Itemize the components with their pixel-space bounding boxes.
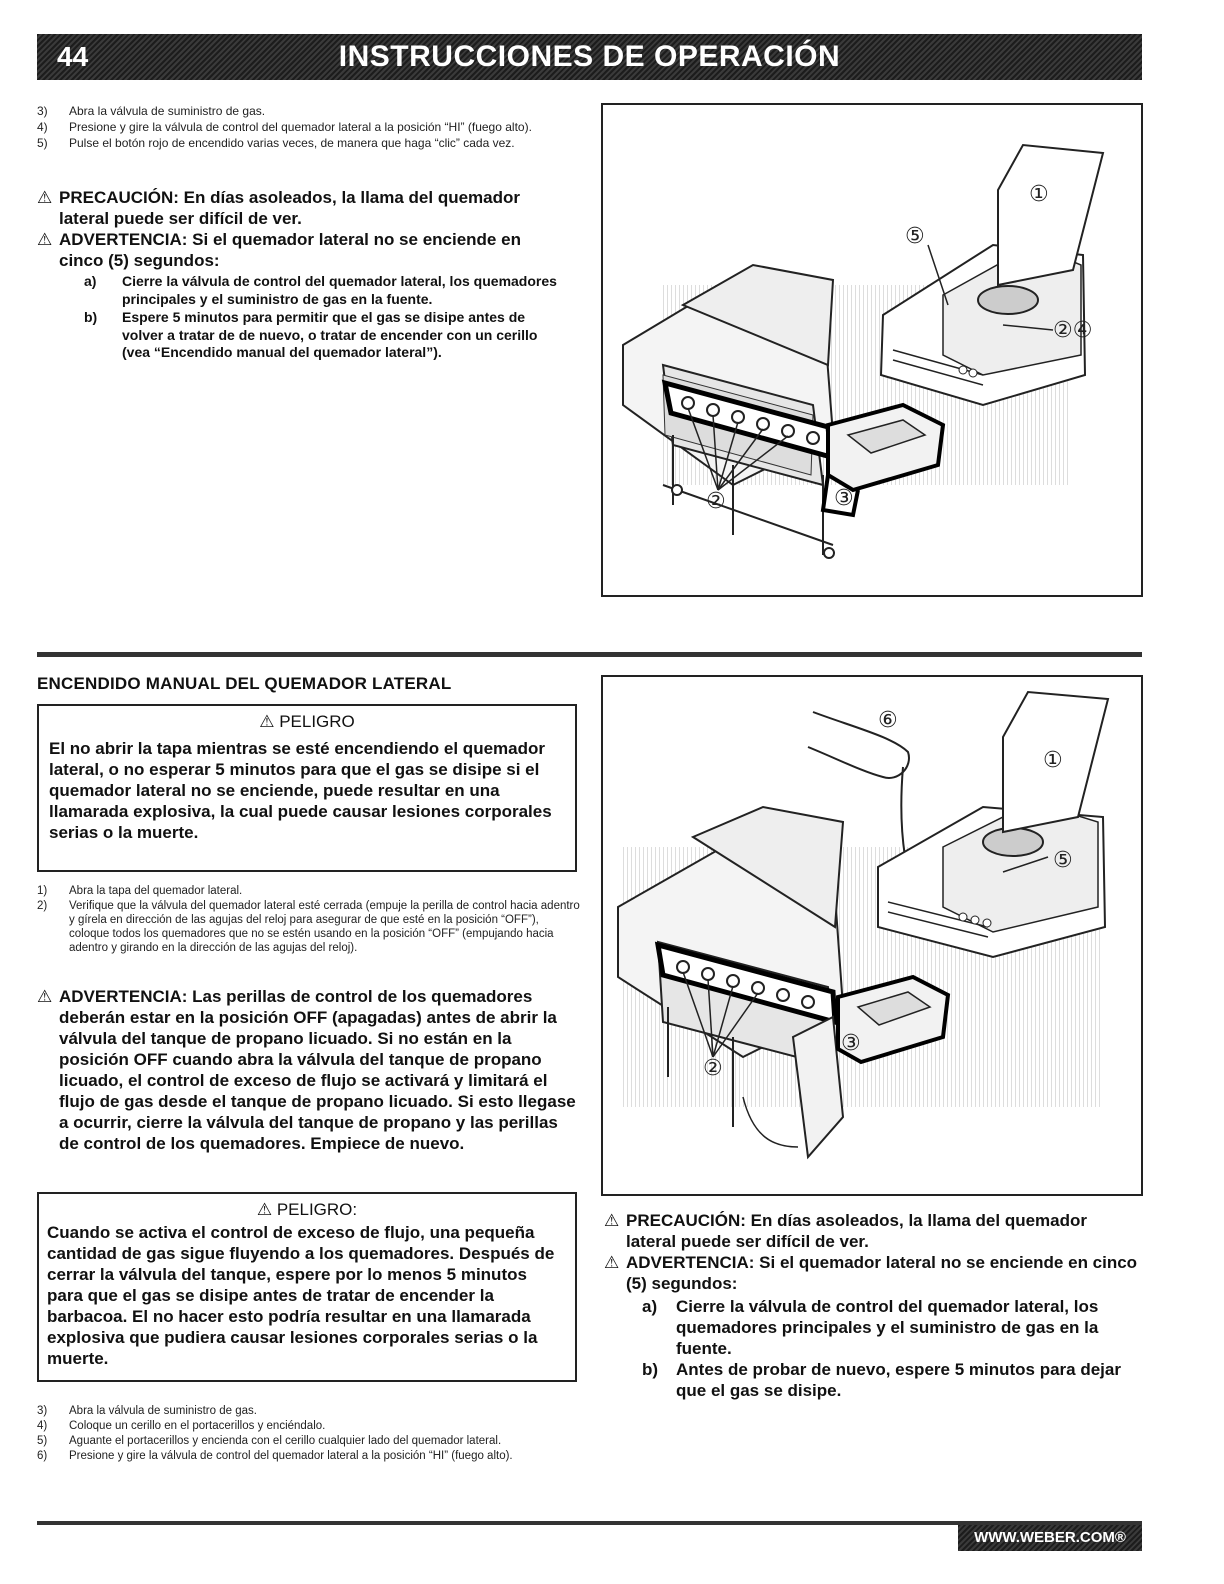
list-item: 3) Abra la válvula de suministro de gas. — [37, 1405, 257, 1417]
grill-illustration-top — [601, 103, 1143, 597]
danger-box — [37, 1192, 577, 1382]
warning-notice: ⚠ ADVERTENCIA: Si el quemador lateral no se enciende en cinco (5) segundos: — [604, 1253, 1138, 1293]
callout-label: ② — [703, 1056, 723, 1081]
warning-triangle-icon: ⚠ — [604, 1211, 620, 1230]
list-item: 5) Aguante el portacerillos y encienda con el cerillo cualquier lado del quemador lateral. — [37, 1435, 502, 1447]
bottom-warnings — [604, 1210, 1139, 1294]
page-header — [37, 34, 1142, 80]
top-warnings — [37, 187, 562, 271]
callout-label: ⑤ — [905, 224, 925, 249]
list-item: a) Cierre la válvula de control del quemador lateral, los quemadores principales y el suministro de gas en la fuente. — [84, 273, 557, 307]
grill-drawing — [603, 105, 1141, 595]
list-item: 4) Presione y gire la válvula de control del quemador lateral a la posición “HI” (fuego alto). — [37, 120, 532, 134]
section-title: ENCENDIDO MANUAL DEL QUEMADOR LATERAL — [37, 674, 452, 693]
warning-triangle-icon: ⚠ — [37, 987, 53, 1006]
page-title: INSTRUCCIONES DE OPERACIÓN — [338, 40, 841, 73]
callout-label: ③ — [841, 1031, 861, 1056]
list-item: 2) Verifique que la válvula del quemador lateral esté cerrada (empuje la perilla de control hacia adentro y gírela en dirección de las agujas del reloj para asegurar de que esté en la posición “OFF”), coloque todos los quemadores que no se estén usando en la posición “OFF” (empujando hacia adentro y girando en la dirección de las agujas del reloj). — [37, 900, 580, 954]
warning-notice: ⚠ ADVERTENCIA: Si el quemador lateral no se enciende en cinco (5) segundos: — [37, 230, 521, 270]
list-item: 6) Presione y gire la válvula de control del quemador lateral a la posición “HI” (fuego alto). — [37, 1450, 513, 1462]
page-number: 44 — [57, 41, 89, 72]
callout-label: ⑥ — [878, 708, 898, 733]
manual-steps-list — [37, 884, 582, 956]
list-item: b) Espere 5 minutos para permitir que el gas se disipe antes de volver a tratar de de nuevo, o tratar de encender con un cerillo (vea “Encendido manual del quemador lateral”). — [84, 309, 538, 360]
callout-label: ① — [1029, 182, 1049, 207]
grill-drawing — [603, 677, 1141, 1194]
top-steps-list — [37, 104, 567, 152]
callout-label: ②④ — [1053, 318, 1093, 343]
footer-url[interactable]: WWW.WEBER.COM® — [958, 1525, 1142, 1551]
list-item: 5) Pulse el botón rojo de encendido varias veces, de manera que haga “clic” cada vez. — [37, 136, 515, 150]
callout-label: ② — [706, 489, 726, 514]
list-item: 1) Abra la tapa del quemador lateral. — [37, 885, 243, 897]
warning-notice: ⚠ ADVERTENCIA: Las perillas de control de los quemadores deberán estar en la posición OFF (apagadas) antes de abrir la válvula del tanque de propano licuado. Si no están en la posición OFF cuando abra la válvula del tanque de propano licuado, el control de exceso de flujo se activará y limitará el flujo de gas desde el tanque de propano licuado. Si esto llegase a ocurrir, cierre la válvula del tanque de propano y las perillas de control de los quemadores. Empiece de nuevo. — [37, 987, 576, 1153]
grill-illustration-bottom — [601, 675, 1143, 1196]
caution-notice: ⚠ PRECAUCIÓN: En días asoleados, la llama del quemador lateral puede ser difícil de ver. — [604, 1211, 1088, 1251]
danger-text: El no abrir la tapa mientras se esté encendiendo el quemador lateral, o no esperar 5 minutos para que el gas se disipe si el quemador lateral no se enciende, puede resultar en una llamarada explosiva, la cual puede causar lesiones corporales serias o la muerte. — [49, 739, 552, 842]
manual-warning — [37, 986, 577, 1154]
warning-triangle-icon: ⚠ — [37, 188, 53, 207]
callout-label: ③ — [834, 486, 854, 511]
warning-triangle-icon: ⚠ — [259, 712, 275, 731]
manual-steps-list-2 — [37, 1404, 577, 1464]
list-item: b) Antes de probar de nuevo, espere 5 minutos para dejar que el gas se disipe. — [642, 1360, 1121, 1400]
warning-triangle-icon: ⚠ — [604, 1253, 620, 1272]
bottom-sub-items — [642, 1296, 1137, 1401]
caution-notice: ⚠ PRECAUCIÓN: En días asoleados, la llama del quemador lateral puede ser difícil de ver. — [37, 188, 521, 228]
section-divider — [37, 652, 1142, 657]
danger-text: Cuando se activa el control de exceso de flujo, una pequeña cantidad de gas sigue fluyendo a los quemadores. Después de cerrar la válvula del tanque, espere por lo menos 5 minutos para que el gas se disipe antes de tratar de encender la barbacoa. El no hacer esto podría resultar en una llamarada explosiva que pudiera causar lesiones corporales serias o la muerte. — [47, 1223, 555, 1368]
list-item: 4) Coloque un cerillo en el portacerillos y enciéndalo. — [37, 1420, 326, 1432]
top-sub-items — [84, 273, 569, 362]
danger-title: ⚠ PELIGRO: — [256, 1200, 358, 1219]
warning-triangle-icon: ⚠ — [256, 1200, 273, 1219]
callout-label: ① — [1043, 748, 1063, 773]
list-item: a) Cierre la válvula de control del quemador lateral, los quemadores principales y el suministro de gas en la fuente. — [642, 1297, 1099, 1358]
danger-box — [37, 704, 577, 872]
list-item: 3) Abra la válvula de suministro de gas. — [37, 104, 266, 118]
danger-title: ⚠ PELIGRO — [259, 712, 355, 731]
warning-triangle-icon: ⚠ — [37, 230, 53, 249]
callout-label: ⑤ — [1053, 848, 1073, 873]
